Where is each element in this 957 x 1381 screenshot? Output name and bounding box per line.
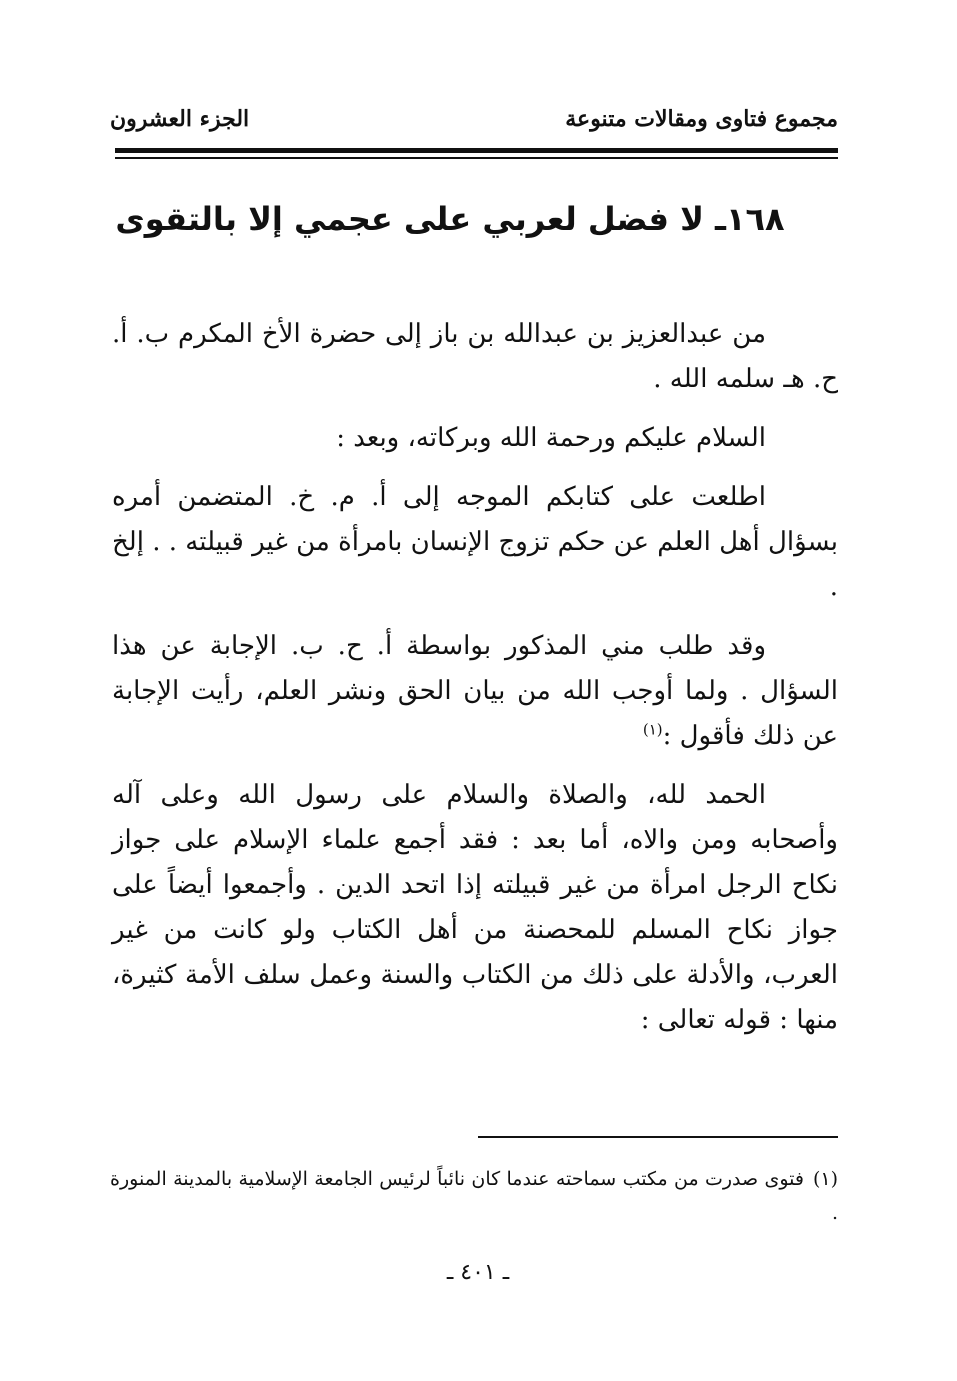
- footnote-text: فتوى صدرت من مكتب سماحته عندما كان نائباً لرئيس الجامعة الإسلامية بالمدينة المنورة .: [110, 1168, 838, 1224]
- paragraph-salutation: من عبدالعزيز بن عبدالله بن باز إلى حضرة الأخ المكرم ب. أ. ح. هـ سلمه الله .: [112, 319, 838, 394]
- footnote: [110, 1162, 838, 1230]
- page-number: ـ ٤٠١ ـ: [446, 1260, 510, 1285]
- volume-label: الجزء العشرون: [110, 106, 250, 132]
- article-title: ١٦٨ـ لا فضل لعربي على عجمي إلا بالتقوى: [115, 200, 785, 238]
- header-rule-thin: [115, 157, 838, 159]
- footnote-marker: (١): [642, 720, 663, 739]
- running-header: [110, 100, 838, 144]
- article-body: [112, 312, 838, 1057]
- paragraph-request: [112, 624, 838, 759]
- footnote-number: (١): [812, 1168, 838, 1190]
- paragraph-answer: الحمد لله، والصلاة والسلام على رسول الله وعلى آله وأصحابه ومن والاه، أما بعد : فقد أجمع علماء الإسلام على جواز نكاح الرجل امرأة من غير قبيلته إذا اتحد الدين . وأجمعوا أيضاً على جواز نكاح المسلم للمحصنة من أهل الكتاب ولو كانت من غير العرب، والأدلة على ذلك من الكتاب والسنة وعمل سلف الأمة كثيرة، منها : قوله تعالى :: [112, 780, 838, 1035]
- header-rule-thick: [115, 148, 838, 153]
- paragraph-greeting: السلام عليكم ورحمة الله وبركاته، وبعد :: [336, 423, 766, 453]
- footnote-rule: [478, 1136, 838, 1138]
- paragraph-letter-reference: اطلعت على كتابكم الموجه إلى أ. م. خ. المتضمن أمره بسؤال أهل العلم عن حكم تزوج الإنسان بامرأة من غير قبيلته . . إلخ .: [112, 482, 838, 602]
- book-title: مجموع فتاوى ومقالات متنوعة: [565, 106, 838, 132]
- paragraph-request-text: وقد طلب مني المذكور بواسطة أ. ح. ب. الإجابة عن هذا السؤال . ولما أوجب الله من بيان الحق ونشر العلم، رأيت الإجابة عن ذلك فأقول :: [112, 631, 838, 751]
